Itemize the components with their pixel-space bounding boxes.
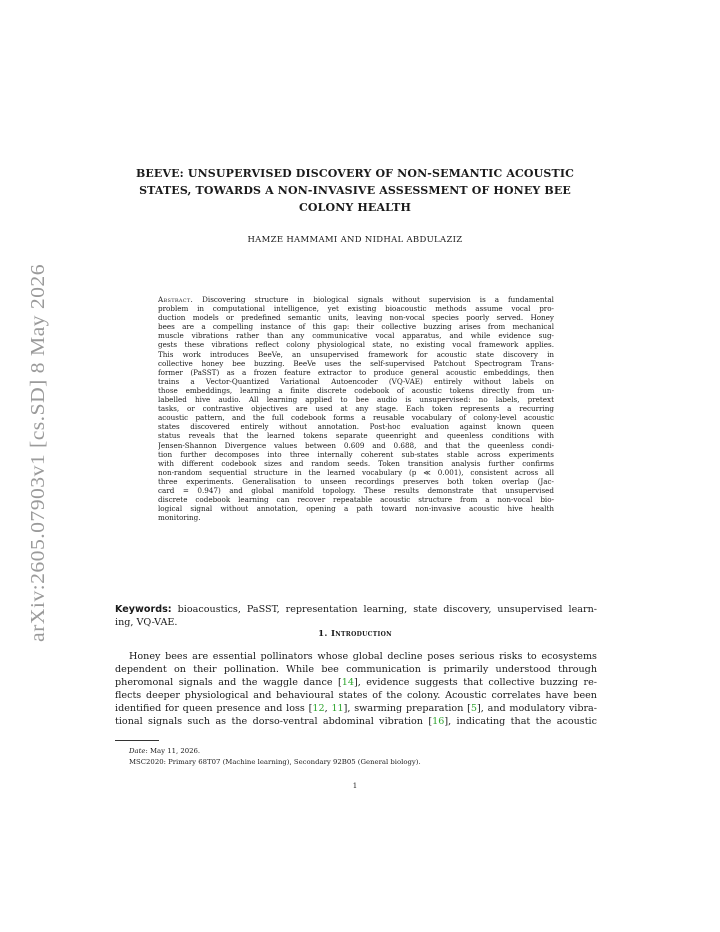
date-footnote xyxy=(115,746,597,757)
abstract-text: Discovering structure in biological signals without supervision is a fundamental xyxy=(202,295,554,304)
arxiv-identifier: arXiv:2605.07903v1 [cs.SD] 8 May 2026 xyxy=(27,285,49,642)
keywords-text: bioacoustics, PaSST, representation learning, state discovery, unsupervised learn- xyxy=(177,604,597,615)
paragraph-line xyxy=(115,676,597,689)
abstract-line: problem in computational intelligence, yet existing bioacoustic methods assume vocal pro- xyxy=(158,304,554,314)
abstract-line: tasks, or contrastive objectives are used at any stage. Each token represents a recurring xyxy=(158,404,554,414)
citation-link[interactable]: 12 xyxy=(312,703,325,715)
abstract-line: monitoring. xyxy=(158,513,201,523)
abstract-line: discrete codebook learning can recover repeatable acoustic structure from a non-vocal bio- xyxy=(158,495,554,505)
abstract-line: status reveals that the learned tokens separate queenright and queenless conditions with xyxy=(158,431,554,441)
abstract-line: states discovered entirely without annotation. Post-hoc evaluation against known queen xyxy=(158,422,554,432)
abstract-line: with different codebook sizes and random seeds. Token transition analysis further confirms xyxy=(158,458,554,468)
footnote-divider xyxy=(115,740,159,741)
text-run: ], evidence suggests that collective buzzing re- xyxy=(353,677,597,689)
msc-footnote: MSC2020: Primary 68T07 (Machine learning), Secondary 92B05 (General biology). xyxy=(129,758,421,766)
abstract-line: duction models or predefined semantic units, leaving non-vocal species poorly served. Honey xyxy=(158,313,554,323)
abstract-line: logical signal without annotation, opening a path toward non-invasive acoustic hive health xyxy=(158,504,554,514)
abstract-line: This work introduces BeeVe, an unsupervised framework for acoustic state discovery in xyxy=(158,349,554,359)
author-list: HAMZE HAMMAMI AND NIDHAL ABDULAZIZ xyxy=(247,235,463,245)
abstract-line: non-random sequential structure in the learned vocabulary (p ≪ 0.001), consistent across all xyxy=(158,467,554,477)
abstract-line: bees are a compelling instance of this gap: their collective buzzing arises from mechanical xyxy=(158,322,554,332)
citation-link[interactable]: 11 xyxy=(331,703,344,715)
text-run: tional signals such as the dorso-ventral abdominal vibration [ xyxy=(115,716,433,728)
text-run: ], swarming preparation [ xyxy=(343,703,471,715)
section-number: 1. xyxy=(318,629,328,639)
text-run: ], and modulatory vibra- xyxy=(477,703,597,715)
abstract-line: acoustic pattern, and the full codebook forms a reusable vocabulary of colony-level acoustic xyxy=(158,413,554,423)
abstract-line: former (PaSST) as a frozen feature extractor to produce general acoustic embeddings, then xyxy=(158,367,554,377)
page-number: 1 xyxy=(352,782,358,790)
abstract-line: labelled hive audio. All learning applied to bee audio is unsupervised: no labels, pretext xyxy=(158,395,554,405)
abstract-line: collective honey bee buzzing. BeeVe uses the self-supervised Patchout Spectrogram Trans- xyxy=(158,358,554,368)
abstract-line: muscle vibrations rather than any communicative vocal apparatus, and while evidence sug- xyxy=(158,331,554,341)
abstract-line: those embeddings, learning a finite discrete codebook of acoustic tokens directly from un- xyxy=(158,385,554,395)
title-line: BEEVE: UNSUPERVISED DISCOVERY OF NON-SEMANTIC ACOUSTIC xyxy=(135,167,575,180)
title-line: COLONY HEALTH xyxy=(298,201,412,214)
paragraph-line xyxy=(115,702,597,715)
keywords-label: Keywords: xyxy=(115,604,172,615)
paragraph-line xyxy=(115,715,597,728)
keywords-line: ing, VQ-VAE. xyxy=(115,617,178,628)
section-heading xyxy=(100,629,610,639)
text-run: pheromonal signals and the waggle dance [ xyxy=(115,677,342,689)
abstract-line: Jensen-Shannon Divergence values between 0.609 and 0.688, and that the queenless condi- xyxy=(158,440,554,450)
footnotes xyxy=(115,746,597,768)
text-run: ], indicating that the acoustic xyxy=(444,716,597,728)
abstract-line: three experiments. Generalisation to unseen recordings preserves both token overlap (Jac- xyxy=(158,476,554,486)
abstract-line: tion further decomposes into three internally coherent sub-states stable across experiments xyxy=(158,449,554,459)
abstract-line: gests these vibrations reflect colony physiological state, no existing vocal framework applies. xyxy=(158,340,554,350)
paragraph-line: Honey bees are essential pollinators whose global decline poses serious risks to ecosystems xyxy=(129,651,597,662)
keywords-line xyxy=(115,603,597,616)
section-title: Introduction xyxy=(330,629,392,639)
abstract-line: card = 0.947) and global manifold topology. These results demonstrate that unsupervised xyxy=(158,485,554,495)
date-value: : May 11, 2026. xyxy=(145,747,201,755)
arxiv-identifier-stamp xyxy=(22,262,52,642)
abstract-line: trains a Vector-Quantized Variational Autoencoder (VQ-VAE) entirely without labels on xyxy=(158,376,554,386)
date-label: Date xyxy=(129,747,146,755)
abstract xyxy=(158,295,554,522)
abstract-label: Abstract. xyxy=(158,295,194,304)
abstract-line xyxy=(158,295,554,304)
citation-link[interactable]: 14 xyxy=(341,677,354,689)
citation-link[interactable]: 5 xyxy=(470,703,478,715)
keywords xyxy=(115,603,597,629)
title-line: STATES, TOWARDS A NON-INVASIVE ASSESSMENT OF HONEY BEE xyxy=(139,184,571,197)
text-run: , xyxy=(324,703,332,715)
paragraph-line: dependent on their pollination. While bee communication is primarily understood through xyxy=(115,664,597,676)
introduction-paragraph xyxy=(115,650,597,728)
paper-title xyxy=(100,165,610,216)
paragraph-line: flects deeper physiological and behavioural states of the colony. Acoustic correlates have been xyxy=(115,690,597,702)
citation-link[interactable]: 16 xyxy=(432,716,445,728)
text-run: identified for queen presence and loss [ xyxy=(115,703,313,715)
